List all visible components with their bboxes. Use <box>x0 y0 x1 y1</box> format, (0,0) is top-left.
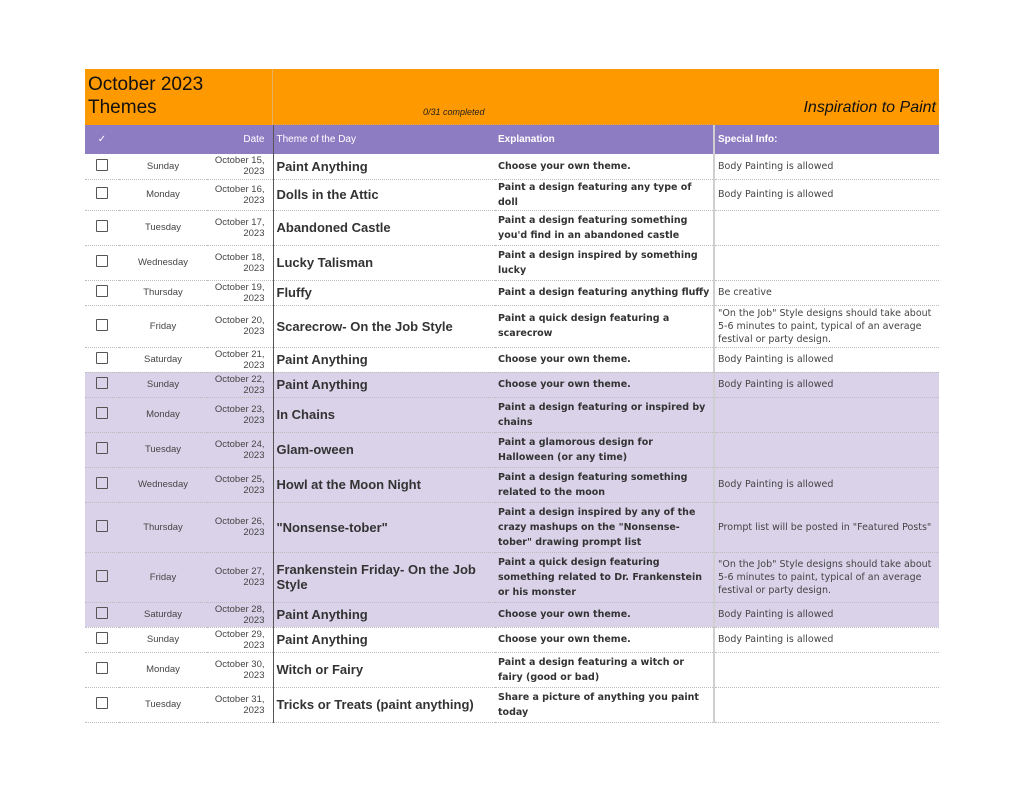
header-theme: Theme of the Day <box>273 125 495 154</box>
day-cell[interactable]: Monday <box>119 397 207 432</box>
checkbox-cell[interactable] <box>85 347 119 372</box>
checkbox[interactable] <box>96 570 108 582</box>
table-row <box>85 467 939 502</box>
explanation-cell[interactable]: Paint a design featuring something related to the moon <box>495 467 714 502</box>
explanation-cell[interactable]: Paint a design featuring anything fluffy <box>495 280 714 305</box>
explanation-cell[interactable]: Paint a design inspired by any of the crazy mashups on the "Nonsense-tober" drawing prompt list <box>495 502 714 552</box>
date-cell[interactable]: October 29, 2023 <box>207 627 273 652</box>
theme-cell[interactable]: In Chains <box>273 397 495 432</box>
theme-cell[interactable]: Dolls in the Attic <box>273 179 495 210</box>
explanation-cell[interactable]: Paint a quick design featuring something related to Dr. Frankenstein or his monster <box>495 552 714 602</box>
day-cell[interactable]: Monday <box>119 179 207 210</box>
checkbox[interactable] <box>96 285 108 297</box>
date-cell[interactable]: October 27, 2023 <box>207 552 273 602</box>
checkbox[interactable] <box>96 255 108 267</box>
day-cell[interactable]: Friday <box>119 552 207 602</box>
checkbox[interactable] <box>96 607 108 619</box>
theme-cell[interactable]: Paint Anything <box>273 627 495 652</box>
sheet-subtitle: Inspiration to Paint <box>803 99 936 116</box>
theme-cell[interactable]: Paint Anything <box>273 372 495 397</box>
day-cell[interactable]: Friday <box>119 305 207 347</box>
checkbox[interactable] <box>96 159 108 171</box>
checkbox[interactable] <box>96 407 108 419</box>
theme-cell[interactable]: Tricks or Treats (paint anything) <box>273 687 495 722</box>
special-info-cell[interactable]: "On the Job" Style designs should take about 5-6 minutes to paint, typical of an average festival or party design. <box>714 552 939 602</box>
special-info-cell[interactable]: Body Painting is allowed <box>714 627 939 652</box>
day-cell[interactable]: Wednesday <box>119 467 207 502</box>
special-info-cell[interactable]: Body Painting is allowed <box>714 602 939 627</box>
title-line-1: October 2023 <box>88 74 204 95</box>
table-row <box>85 305 939 347</box>
checkbox[interactable] <box>96 220 108 232</box>
checkbox[interactable] <box>96 477 108 489</box>
date-cell[interactable]: October 17, 2023 <box>207 210 273 245</box>
explanation-cell[interactable]: Choose your own theme. <box>495 627 714 652</box>
day-cell[interactable]: Tuesday <box>119 210 207 245</box>
date-cell[interactable]: October 28, 2023 <box>207 602 273 627</box>
table-row <box>85 432 939 467</box>
special-info-cell[interactable]: Body Painting is allowed <box>714 179 939 210</box>
day-cell[interactable]: Thursday <box>119 502 207 552</box>
day-cell[interactable]: Saturday <box>119 347 207 372</box>
date-cell[interactable]: October 18, 2023 <box>207 245 273 280</box>
date-cell[interactable]: October 22, 2023 <box>207 372 273 397</box>
date-cell[interactable]: October 26, 2023 <box>207 502 273 552</box>
theme-cell[interactable]: Paint Anything <box>273 602 495 627</box>
special-info-cell[interactable]: Body Painting is allowed <box>714 372 939 397</box>
theme-cell[interactable]: Paint Anything <box>273 347 495 372</box>
header-special-info: Special Info: <box>714 125 939 154</box>
special-info-cell[interactable]: Body Painting is allowed <box>714 467 939 502</box>
special-info-cell[interactable] <box>714 432 939 467</box>
checkbox[interactable] <box>96 697 108 709</box>
day-cell[interactable]: Thursday <box>119 280 207 305</box>
explanation-cell[interactable]: Paint a design featuring something you'd find in an abandoned castle <box>495 210 714 245</box>
day-cell[interactable]: Wednesday <box>119 245 207 280</box>
theme-cell[interactable]: Paint Anything <box>273 154 495 179</box>
checkbox[interactable] <box>96 319 108 331</box>
explanation-cell[interactable]: Paint a design featuring or inspired by chains <box>495 397 714 432</box>
banner-divider <box>272 69 273 125</box>
day-cell[interactable]: Sunday <box>119 154 207 179</box>
title-line-2: Themes <box>88 97 157 118</box>
special-info-cell[interactable] <box>714 397 939 432</box>
special-info-cell[interactable]: Be creative <box>714 280 939 305</box>
checkbox-cell[interactable] <box>85 687 119 722</box>
header-explanation: Explanation <box>495 125 714 154</box>
checkbox-cell[interactable] <box>85 467 119 502</box>
explanation-cell[interactable]: Paint a design featuring a witch or fairy (good or bad) <box>495 652 714 687</box>
checkbox[interactable] <box>96 352 108 364</box>
table-row <box>85 347 939 372</box>
checkbox-cell[interactable] <box>85 210 119 245</box>
checkbox-cell[interactable] <box>85 397 119 432</box>
checkbox-cell[interactable] <box>85 627 119 652</box>
day-cell[interactable]: Tuesday <box>119 432 207 467</box>
date-cell[interactable]: October 24, 2023 <box>207 432 273 467</box>
checkbox-cell[interactable] <box>85 552 119 602</box>
header-day <box>119 125 207 154</box>
checkbox-cell[interactable] <box>85 154 119 179</box>
themes-table <box>85 125 939 723</box>
theme-cell[interactable]: Howl at the Moon Night <box>273 467 495 502</box>
completion-progress: 0/31 completed <box>423 107 485 117</box>
table-row <box>85 627 939 652</box>
date-cell[interactable]: October 15, 2023 <box>207 154 273 179</box>
table-row <box>85 179 939 210</box>
spreadsheet <box>85 69 939 723</box>
table-row <box>85 397 939 432</box>
date-cell[interactable]: October 30, 2023 <box>207 652 273 687</box>
day-cell[interactable]: Sunday <box>119 372 207 397</box>
table-row <box>85 652 939 687</box>
date-cell[interactable]: October 21, 2023 <box>207 347 273 372</box>
theme-cell[interactable]: "Nonsense-tober" <box>273 502 495 552</box>
special-info-cell[interactable] <box>714 245 939 280</box>
special-info-cell[interactable]: Prompt list will be posted in "Featured Posts" <box>714 502 939 552</box>
theme-cell[interactable]: Witch or Fairy <box>273 652 495 687</box>
special-info-cell[interactable] <box>714 210 939 245</box>
checkbox[interactable] <box>96 442 108 454</box>
date-cell[interactable]: October 16, 2023 <box>207 179 273 210</box>
checkbox[interactable] <box>96 632 108 644</box>
theme-cell[interactable]: Lucky Talisman <box>273 245 495 280</box>
checkbox[interactable] <box>96 377 108 389</box>
explanation-cell[interactable]: Paint a quick design featuring a scarecrow <box>495 305 714 347</box>
explanation-cell[interactable]: Choose your own theme. <box>495 602 714 627</box>
table-row <box>85 280 939 305</box>
table-row <box>85 502 939 552</box>
table-row <box>85 552 939 602</box>
explanation-cell[interactable]: Choose your own theme. <box>495 154 714 179</box>
checkbox-cell[interactable] <box>85 305 119 347</box>
checkbox[interactable] <box>96 187 108 199</box>
checkbox-cell[interactable] <box>85 502 119 552</box>
checkbox-cell[interactable] <box>85 372 119 397</box>
title-banner <box>85 69 939 125</box>
explanation-cell[interactable]: Paint a design inspired by something lucky <box>495 245 714 280</box>
date-cell[interactable]: October 19, 2023 <box>207 280 273 305</box>
special-info-cell[interactable]: "On the Job" Style designs should take about 5-6 minutes to paint, typical of an average festival or party design. <box>714 305 939 347</box>
explanation-cell[interactable]: Share a picture of anything you paint today <box>495 687 714 722</box>
table-row <box>85 245 939 280</box>
header-row <box>85 125 939 154</box>
table-row <box>85 154 939 179</box>
checkbox[interactable] <box>96 662 108 674</box>
table-row <box>85 210 939 245</box>
explanation-cell[interactable]: Paint a design featuring any type of doll <box>495 179 714 210</box>
banner-dotted-rule <box>273 124 716 125</box>
checkbox-cell[interactable] <box>85 179 119 210</box>
checkbox-cell[interactable] <box>85 652 119 687</box>
day-cell[interactable]: Monday <box>119 652 207 687</box>
checkbox-cell[interactable] <box>85 280 119 305</box>
special-info-cell[interactable]: Body Painting is allowed <box>714 347 939 372</box>
sheet-title <box>88 73 203 119</box>
table-row <box>85 372 939 397</box>
date-cell[interactable]: October 23, 2023 <box>207 397 273 432</box>
checkbox-cell[interactable] <box>85 432 119 467</box>
table-row <box>85 687 939 722</box>
theme-cell[interactable]: Abandoned Castle <box>273 210 495 245</box>
explanation-cell[interactable]: Choose your own theme. <box>495 372 714 397</box>
checkbox[interactable] <box>96 520 108 532</box>
date-cell[interactable]: October 20, 2023 <box>207 305 273 347</box>
explanation-cell[interactable]: Paint a glamorous design for Halloween (or any time) <box>495 432 714 467</box>
theme-cell[interactable]: Glam-oween <box>273 432 495 467</box>
day-cell[interactable]: Sunday <box>119 627 207 652</box>
date-cell[interactable]: October 31, 2023 <box>207 687 273 722</box>
date-cell[interactable]: October 25, 2023 <box>207 467 273 502</box>
day-cell[interactable]: Saturday <box>119 602 207 627</box>
checkbox-cell[interactable] <box>85 245 119 280</box>
header-check-icon: ✓ <box>85 125 119 154</box>
special-info-cell[interactable] <box>714 652 939 687</box>
table-row <box>85 602 939 627</box>
checkbox-cell[interactable] <box>85 602 119 627</box>
special-info-cell[interactable] <box>714 687 939 722</box>
special-info-cell[interactable]: Body Painting is allowed <box>714 154 939 179</box>
header-date: Date <box>207 125 273 154</box>
day-cell[interactable]: Tuesday <box>119 687 207 722</box>
theme-cell[interactable]: Frankenstein Friday- On the Job Style <box>273 552 495 602</box>
explanation-cell[interactable]: Choose your own theme. <box>495 347 714 372</box>
theme-cell[interactable]: Scarecrow- On the Job Style <box>273 305 495 347</box>
theme-cell[interactable]: Fluffy <box>273 280 495 305</box>
